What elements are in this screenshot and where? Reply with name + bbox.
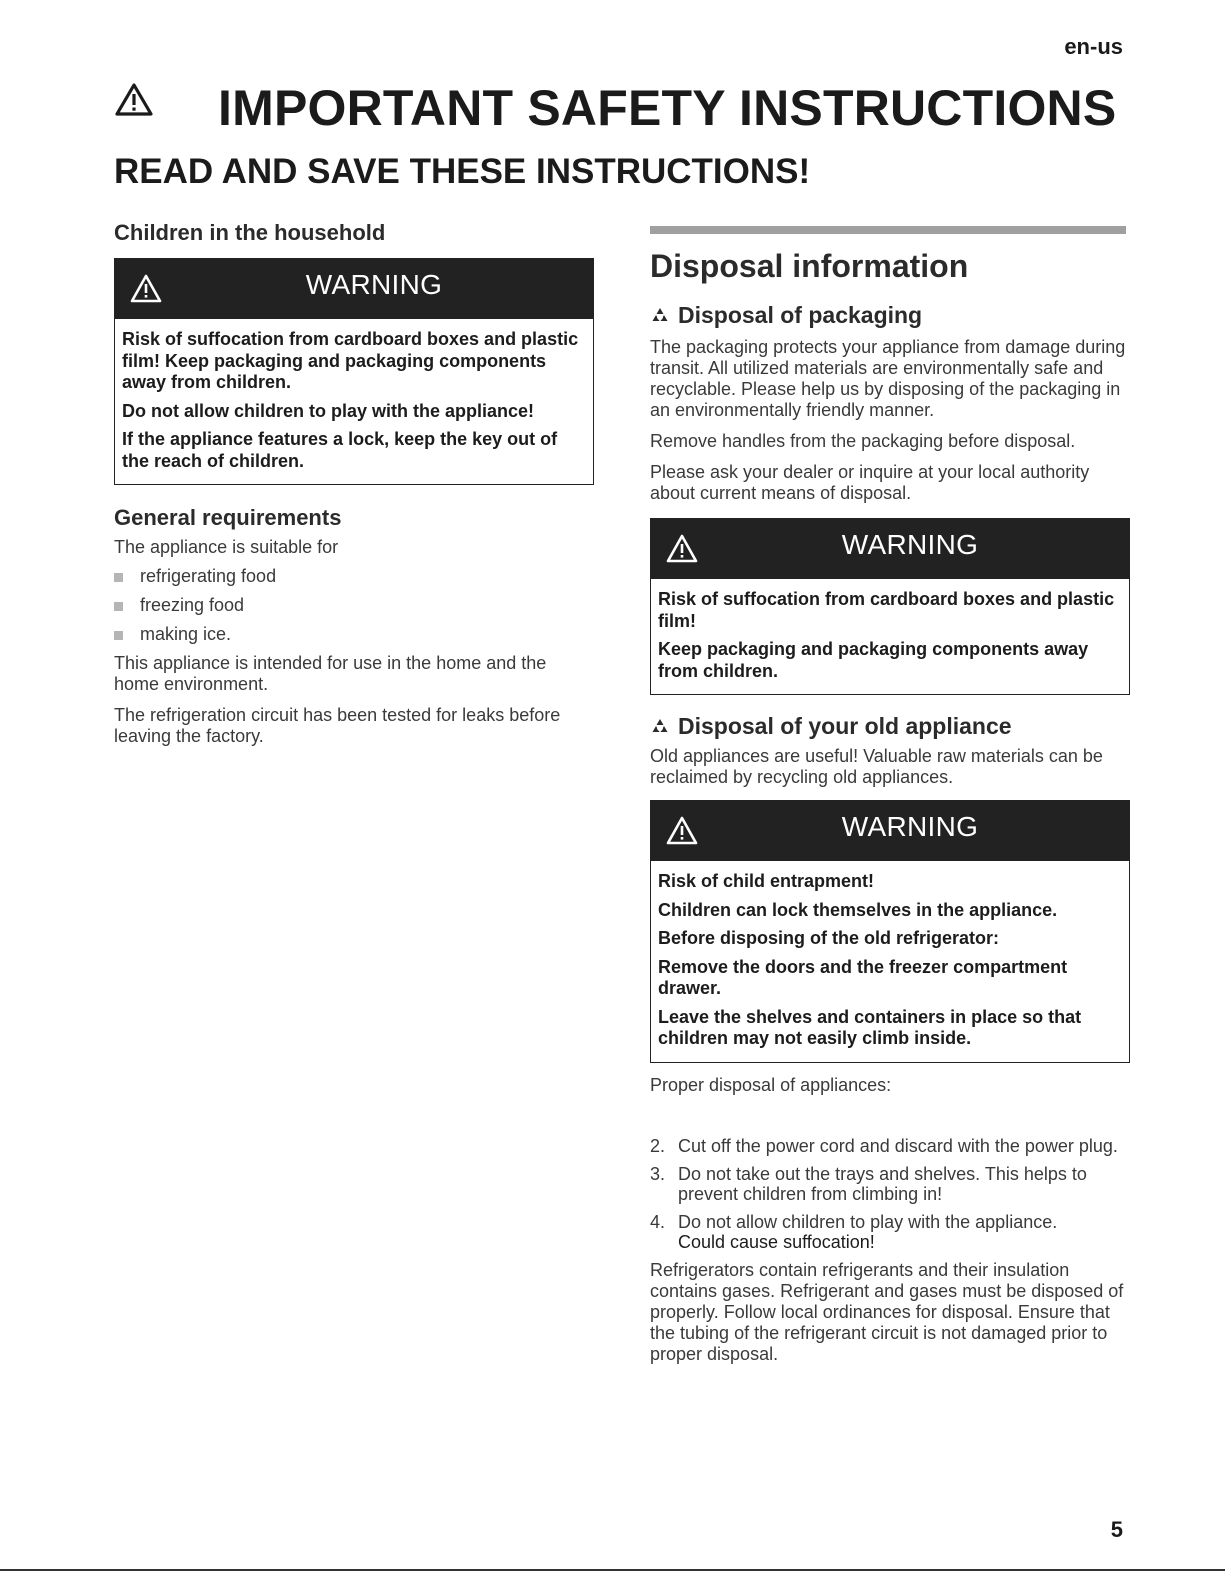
right-column — [650, 226, 1130, 1365]
disposal-heading: Disposal information — [650, 248, 969, 284]
list-item: refrigerating food — [114, 566, 594, 587]
disposal-steps — [650, 1136, 1130, 1252]
old-appliance-heading-row — [650, 713, 1130, 740]
packaging-para: Please ask your dealer or inquire at your local authority about current means of disposal. — [650, 462, 1090, 503]
recycle-icon — [650, 717, 670, 737]
page-title-row — [114, 80, 1124, 140]
page-number: 5 — [1110, 1517, 1123, 1542]
warning-body — [115, 319, 593, 484]
warning-text: Do not allow children to play with the appliance! — [122, 400, 535, 421]
list-item: freezing food — [114, 595, 594, 616]
left-column — [114, 220, 594, 747]
refrigerant-para: Refrigerators contain refrigerants and their insulation contains gases. Refrigerant and gases must be disposed of properly. Follow local ordinances for disposal. Ensure that the tubing of the refrigerant circuit is not damaged prior to proper disposal. — [650, 1259, 1124, 1364]
bullet-square-icon — [114, 602, 123, 611]
bullet-square-icon — [114, 573, 123, 582]
warning-text: Remove the doors and the freezer compartment drawer. — [658, 956, 1068, 998]
children-warning-box — [114, 258, 594, 485]
packaging-heading-row — [650, 302, 1130, 329]
packaging-heading: Disposal of packaging — [678, 302, 923, 328]
warning-triangle-icon — [114, 82, 154, 118]
warning-label: WARNING — [841, 811, 979, 842]
warning-text: Before disposing of the old refrigerator: — [658, 928, 1000, 948]
general-heading: General requirements — [114, 505, 342, 530]
children-heading: Children in the household — [114, 220, 386, 245]
bullet-square-icon — [114, 631, 123, 640]
page-subtitle: READ AND SAVE THESE INSTRUCTIONS! — [114, 152, 811, 191]
old-appliance-para: Old appliances are useful! Valuable raw materials can be reclaimed by recycling old appliances. — [650, 746, 1103, 787]
warning-label: WARNING — [305, 269, 443, 300]
list-item: 4. Do not allow children to play with the appliance. Could cause suffocation! — [650, 1211, 1058, 1252]
warning-text: Risk of suffocation from cardboard boxes and plastic film! Keep packaging and packaging components away from children. — [122, 329, 579, 392]
list-item: making ice. — [114, 624, 594, 645]
warning-body — [651, 579, 1129, 694]
warning-text: Risk of child entrapment! — [658, 871, 875, 891]
warning-text: If the appliance features a lock, keep the key out of the reach of children. — [122, 429, 558, 471]
warning-text: Risk of suffocation from cardboard boxes and plastic film! — [658, 589, 1115, 631]
recycle-icon — [650, 306, 670, 326]
section-rule — [650, 226, 1126, 234]
warning-text: Keep packaging and packaging components away from children. — [658, 639, 1089, 681]
warning-body — [651, 861, 1129, 1062]
general-para: The refrigeration circuit has been tested for leaks before leaving the factory. — [114, 705, 561, 746]
packaging-para: Remove handles from the packaging before disposal. — [650, 431, 1076, 451]
warning-header — [651, 519, 1129, 579]
bottom-rule — [0, 1569, 1225, 1571]
warning-header — [115, 259, 593, 319]
page-title: IMPORTANT SAFETY INSTRUCTIONS — [218, 80, 1117, 136]
general-bullet-list — [114, 566, 594, 645]
packaging-para: The packaging protects your appliance from damage during transit. All utilized materials are environmentally safe and recyclable. Please help us by disposing of the packaging in an environmentally friendly manner. — [650, 337, 1126, 420]
warning-label: WARNING — [841, 529, 979, 560]
entrapment-warning-box — [650, 800, 1130, 1063]
packaging-warning-box — [650, 518, 1130, 695]
warning-header — [651, 801, 1129, 861]
list-item: 3. Do not take out the trays and shelves. This helps to prevent children from climbing in! — [650, 1163, 1087, 1204]
warning-text: Leave the shelves and containers in place so that children may not easily climb inside. — [658, 1006, 1082, 1048]
old-appliance-heading: Disposal of your old appliance — [678, 713, 1012, 739]
general-para: This appliance is intended for use in the home and the home environment. — [114, 653, 547, 694]
proper-disposal-label: Proper disposal of appliances: — [650, 1074, 892, 1095]
locale-label: en-us — [1064, 34, 1123, 59]
warning-text: Children can lock themselves in the appliance. — [658, 899, 1058, 920]
general-intro: The appliance is suitable for — [114, 537, 339, 557]
list-item: 2. Cut off the power cord and discard with the power plug. — [650, 1135, 1118, 1156]
